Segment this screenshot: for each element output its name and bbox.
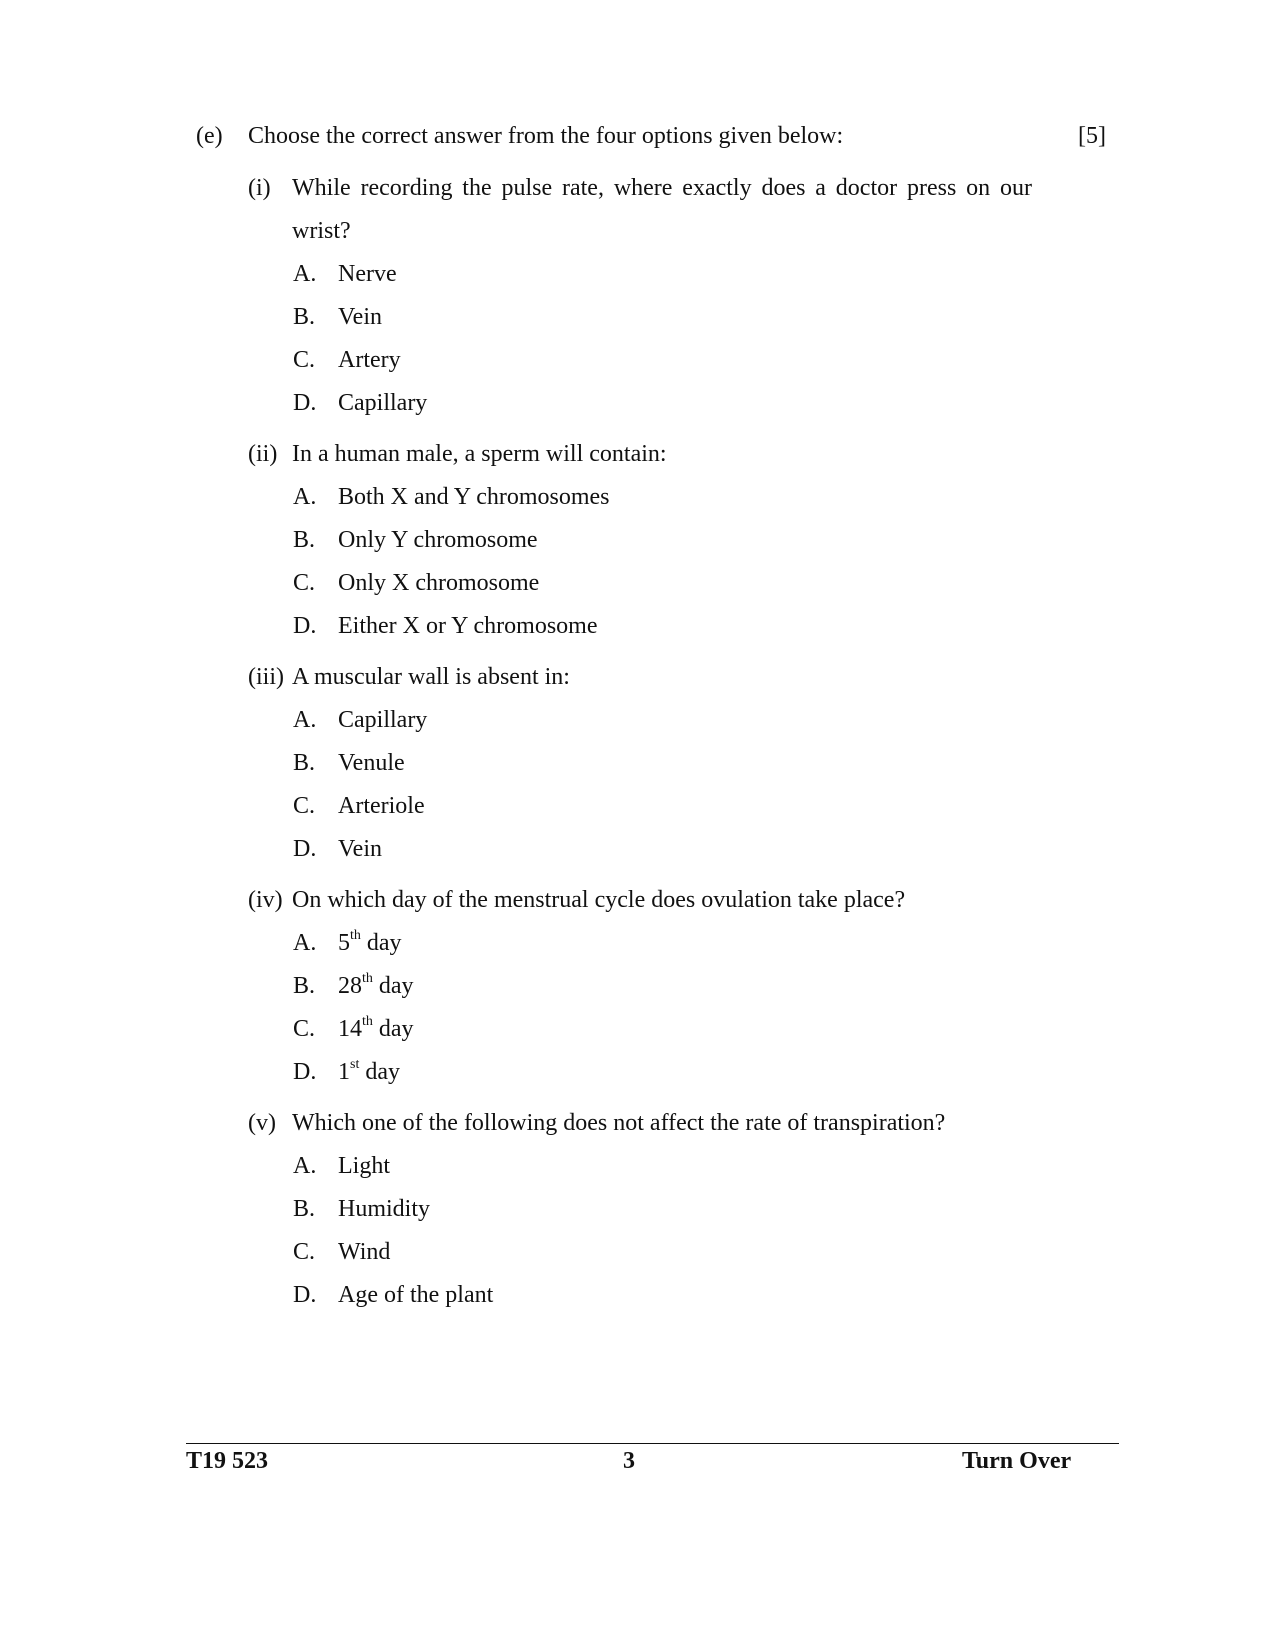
option-text: Light <box>338 1153 390 1179</box>
section-label: (e) <box>196 123 223 149</box>
question-number: (iv) <box>248 887 283 913</box>
option-letter: D. <box>293 836 317 862</box>
section-instruction: Choose the correct answer from the four options given below: <box>248 123 844 149</box>
option-letter: A. <box>293 484 317 510</box>
ordinal-suffix: st <box>350 1057 360 1072</box>
question-text: Which one of the following does not affect the rate of transpiration? <box>292 1110 946 1136</box>
option-letter: C. <box>293 347 316 373</box>
option-text: Arteriole <box>338 793 425 819</box>
option-unit: day <box>359 1059 400 1085</box>
option-text: Wind <box>338 1239 391 1265</box>
option-text <box>338 928 402 958</box>
option-letter: B. <box>293 304 316 330</box>
question-number: (ii) <box>248 441 278 467</box>
option-unit: day <box>360 930 402 956</box>
question-text: A muscular wall is absent in: <box>292 664 570 690</box>
section-marks: [5] <box>1078 123 1106 149</box>
option-letter: B. <box>293 973 316 999</box>
option-text: Capillary <box>338 707 428 733</box>
turn-over-label: Turn Over <box>962 1448 1072 1474</box>
question-text: In a human male, a sperm will contain: <box>292 441 667 467</box>
page-number: 3 <box>623 1448 635 1474</box>
option-letter: D. <box>293 390 317 416</box>
option-letter: A. <box>293 707 317 733</box>
option-text: Venule <box>338 750 405 776</box>
question-number: (v) <box>248 1110 276 1136</box>
option-letter: D. <box>293 1059 317 1085</box>
question-number: (iii) <box>248 664 284 690</box>
option-letter: C. <box>293 793 316 819</box>
option-text: Vein <box>338 304 382 330</box>
footer-divider <box>186 1443 1119 1444</box>
option-text: Age of the plant <box>338 1282 494 1308</box>
question-text: On which day of the menstrual cycle does ovulation take place? <box>292 887 906 913</box>
option-letter: C. <box>293 570 316 596</box>
option-text <box>338 1014 414 1044</box>
option-letter: D. <box>293 613 317 639</box>
option-letter: A. <box>293 930 317 956</box>
ordinal-number: 1 <box>338 1059 350 1085</box>
option-text: Either X or Y chromosome <box>338 613 598 639</box>
option-letter: B. <box>293 527 316 553</box>
option-letter: A. <box>293 1153 317 1179</box>
option-text: Artery <box>338 347 401 373</box>
ordinal-number: 5 <box>338 930 350 956</box>
option-text: Only X chromosome <box>338 570 540 596</box>
option-letter: C. <box>293 1239 316 1265</box>
option-text: Nerve <box>338 261 397 287</box>
ordinal-suffix: th <box>350 928 361 943</box>
question-number: (i) <box>248 175 271 201</box>
question-text-continued: wrist? <box>292 218 351 244</box>
ordinal-number: 28 <box>338 973 362 999</box>
option-unit: day <box>372 1016 414 1042</box>
option-text <box>338 1057 400 1087</box>
ordinal-number: 14 <box>338 1016 362 1042</box>
option-text: Humidity <box>338 1196 431 1222</box>
ordinal-suffix: th <box>362 971 373 986</box>
option-letter: B. <box>293 750 316 776</box>
option-text: Capillary <box>338 390 428 416</box>
option-text: Only Y chromosome <box>338 527 538 553</box>
option-letter: C. <box>293 1016 316 1042</box>
question-text: While recording the pulse rate, where exactly does a doctor press on our <box>292 175 1032 201</box>
paper-code: T19 523 <box>186 1448 269 1474</box>
option-unit: day <box>372 973 414 999</box>
ordinal-suffix: th <box>362 1014 373 1029</box>
option-letter: A. <box>293 261 317 287</box>
option-letter: D. <box>293 1282 317 1308</box>
option-text: Vein <box>338 836 382 862</box>
option-text: Both X and Y chromosomes <box>338 484 610 510</box>
option-text <box>338 971 414 1001</box>
option-letter: B. <box>293 1196 316 1222</box>
